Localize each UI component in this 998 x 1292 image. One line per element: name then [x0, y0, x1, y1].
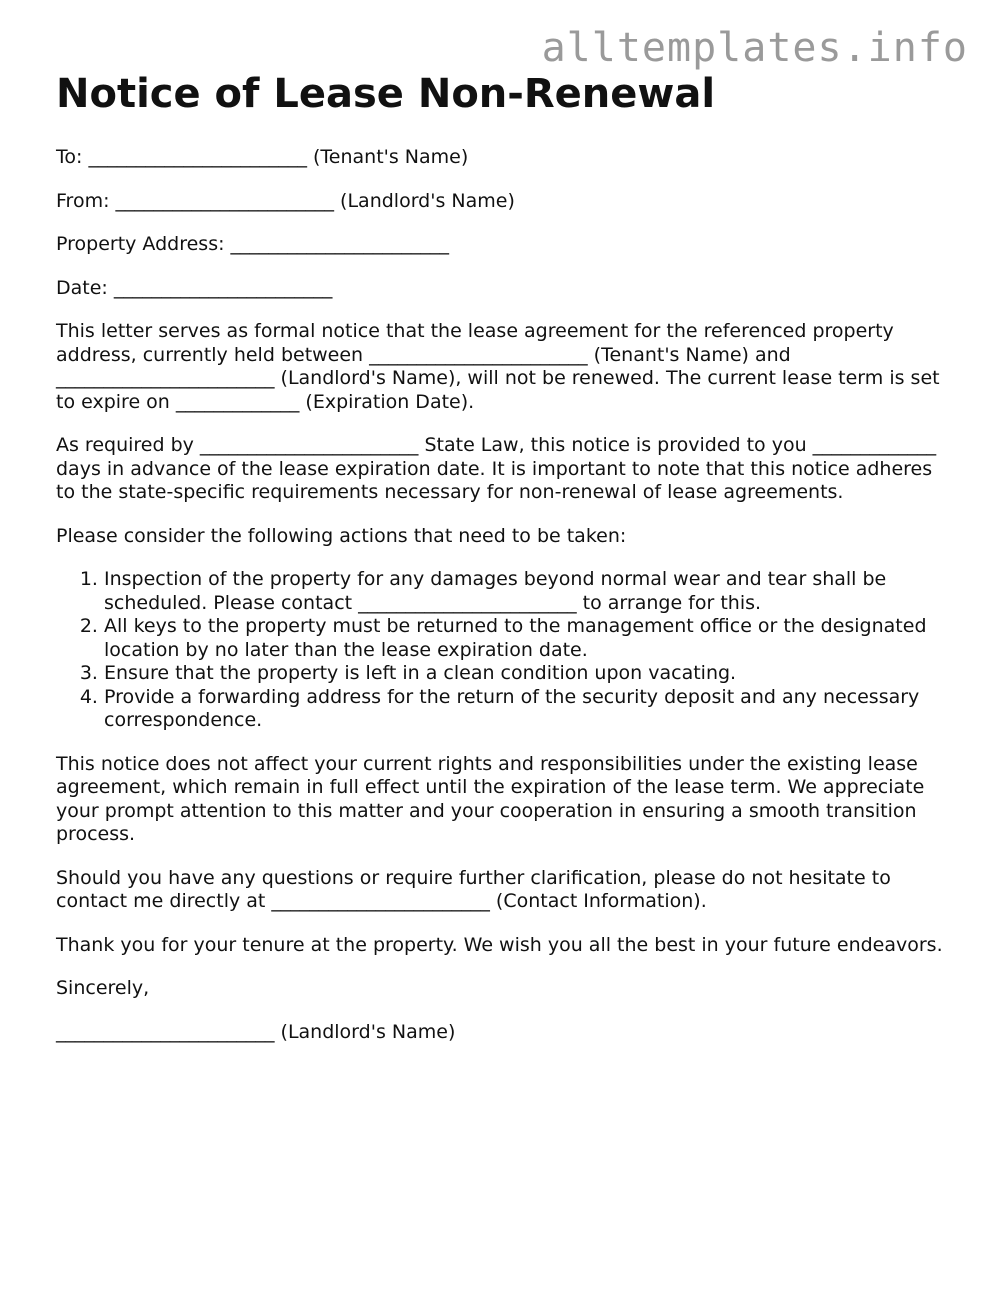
list-item: 2. All keys to the property must be returned to the management office or the designated location by no later than the lease expiration date.: [104, 615, 946, 662]
date-field: Date: _______________________: [56, 276, 333, 299]
watermark: alltemplates.info: [541, 25, 968, 71]
signature-line: _______________________ (Landlord's Name): [56, 1020, 456, 1043]
state-law-paragraph: As required by _______________________ State Law, this notice is provided to you _____________ days in advance of the lease expiration date. It is important to note that this notice adheres to the state-specific requirements necessary for non-renewal of lease agreements.: [56, 434, 937, 503]
property-address-field: Property Address: _______________________: [56, 233, 450, 255]
list-item: 1. Inspection of the property for any damages beyond normal wear and tear shall be scheduled. Please contact _______________________ to arrange for this.: [104, 568, 946, 615]
page-title: Notice of Lease Non-Renewal: [56, 71, 716, 117]
notice-paragraph: This letter serves as formal notice that the lease agreement for the referenced property address, currently held between _______________________ (Tenant's Name) and _______________________ (Landlord's Name), will not be renewed. The current lease term is set to expire on _____________ (Expiration Date).: [56, 320, 940, 413]
list-item: 3. Ensure that the property is left in a clean condition upon vacating.: [104, 662, 946, 686]
rights-paragraph: This notice does not affect your current rights and responsibilities under the existing lease agreement, which remain in full effect until the expiration of the lease term. We appreciate your prompt attention to this matter and your cooperation in ensuring a smooth transition process.: [56, 752, 925, 845]
signoff: Sincerely,: [56, 977, 150, 999]
contact-paragraph: Should you have any questions or require further clarification, please do not hesitate to contact me directly at _______________________ (Contact Information).: [56, 866, 891, 912]
list-item: 4. Provide a forwarding address for the return of the security deposit and any necessary correspondence.: [104, 686, 946, 733]
to-field: To: _______________________ (Tenant's Name): [56, 146, 469, 168]
actions-intro: Please consider the following actions that need to be taken:: [56, 524, 627, 547]
thank-you-paragraph: Thank you for your tenure at the property. We wish you all the best in your future endeavors.: [56, 933, 943, 956]
from-field: From: _______________________ (Landlord's Name): [56, 189, 515, 212]
document-body: [56, 70, 946, 1064]
actions-list: [56, 568, 946, 733]
